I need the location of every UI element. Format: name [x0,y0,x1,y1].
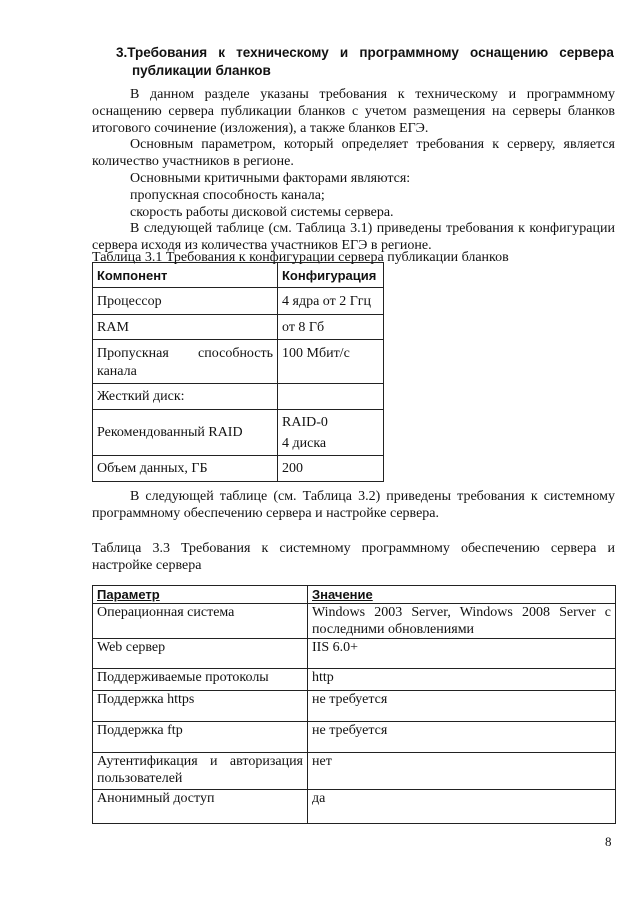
critical-factor-item: скорость работы дисковой системы сервера. [130,205,394,220]
paragraph-line: Основным параметром, который определяет требования к серверу, является [130,137,615,152]
cell-line: канала [97,364,137,379]
table-cell: Поддержка https [93,691,308,722]
table-row [93,691,616,722]
heading-word: оснащению [470,45,549,60]
caption-word: 3.3 [152,541,170,556]
table-cell [278,384,384,410]
table-row [93,604,616,639]
paragraph-line: оснащению сервера публикации бланков с учетом размещения на серверы бланков [92,104,615,119]
caption-word: Требования [181,541,251,556]
table-row [93,315,384,340]
table-row [93,753,616,790]
table-row [93,288,384,315]
table-cell: Поддерживаемые протоколы [93,669,308,691]
table-cell [278,410,384,456]
table-row [93,456,384,482]
table-cell: Жесткий диск: [93,384,278,410]
page-number: 8 [605,834,612,849]
table-row [93,722,616,753]
table-cell [93,340,278,384]
table-header-row [93,263,384,288]
heading-word: и [339,45,349,60]
caption-word: системному [279,541,351,556]
cell-line: Аутентификация и авторизация [97,754,303,769]
critical-factors [92,170,615,221]
table-row [93,410,384,456]
table-header-cell: Конфигурация [278,263,384,288]
table-header-cell: Значение [308,586,616,604]
table-cell: RAM [93,315,278,340]
table-cell: Процессор [93,288,278,315]
table-cell: Объем данных, ГБ [93,456,278,482]
table-cell: Web сервер [93,639,308,669]
cell-word: способность [198,346,273,361]
table-cell: Анонимный доступ [93,790,308,824]
cell-word: Пропускная [97,346,169,361]
critical-factor-item: пропускная способность канала; [130,188,325,203]
paragraph-line: В следующей таблице (см. Таблица 3.2) приведены требования к системному [130,489,615,504]
table-cell [308,604,616,639]
table-row [93,669,616,691]
table-header-cell: Компонент [93,263,278,288]
paragraph-line: сервера исходя из количества участников ЕГЭ в регионе. [92,238,432,253]
table-cell: Поддержка ftp [93,722,308,753]
table-cell: Рекомендованный RAID [93,410,278,456]
table-header-cell: Параметр [93,586,308,604]
table-cell: не требуется [308,722,616,753]
heading-word: программному [359,45,459,60]
table-cell: нет [308,753,616,790]
table-row [93,340,384,384]
cell-line: RAID-0 [282,414,328,430]
caption-word: Таблица [92,541,142,556]
table1-caption: Таблица 3.1 Требования к конфигурации сервера публикации бланков [92,250,509,265]
table-row [93,639,616,669]
table-cell: Операционная система [93,604,308,639]
caption-word: и [607,541,615,556]
caption-word: сервера [550,541,597,556]
table-cell: http [308,669,616,691]
table-cell: да [308,790,616,824]
cell-line: 4 диска [282,435,327,451]
paragraph-line: В следующей таблице (см. Таблица 3.1) приведены требования к конфигурации [130,221,615,236]
heading-word: 3.Требования [116,45,208,60]
table2-caption [92,540,615,574]
table-row [93,790,616,824]
paragraph-line: программному обеспечению сервера и настройке сервера. [92,506,439,521]
caption-word: программному [361,541,450,556]
caption-word: к [261,541,269,556]
heading-line-2: публикации бланков [132,63,271,78]
heading-word: сервера [559,45,614,60]
critical-factors-title: Основными критичными факторами являются: [130,171,411,186]
paragraph-line: итогового сочинение (изложения), а также бланков ЕГЭ. [92,121,429,136]
caption-word: обеспечению [460,541,540,556]
table-cell: от 8 Гб [278,315,384,340]
cell-line: пользователей [97,771,183,786]
table-cell [93,753,308,790]
server-config-table [92,262,384,482]
table-cell: не требуется [308,691,616,722]
table-row [93,384,384,410]
system-software-table [92,585,616,824]
heading-word: к [218,45,226,60]
caption-line: настройке сервера [92,558,202,573]
table-cell: 100 Мбит/с [278,340,384,384]
paragraph-table-ref-2 [92,488,615,522]
paragraph-line: В данном разделе указаны требования к техническому и программному [130,87,615,102]
table-cell: IIS 6.0+ [308,639,616,669]
table-header-row [93,586,616,604]
paragraph-main-param [92,136,615,170]
heading-word: техническому [236,45,329,60]
cell-line: Windows 2003 Server, Windows 2008 Server с [312,605,611,620]
paragraph-intro [92,86,615,137]
section-heading [116,44,614,80]
cell-line: последними обновлениями [312,622,475,637]
table-cell: 200 [278,456,384,482]
table-cell: 4 ядра от 2 Ггц [278,288,384,315]
paragraph-line: количество участников в регионе. [92,154,294,169]
